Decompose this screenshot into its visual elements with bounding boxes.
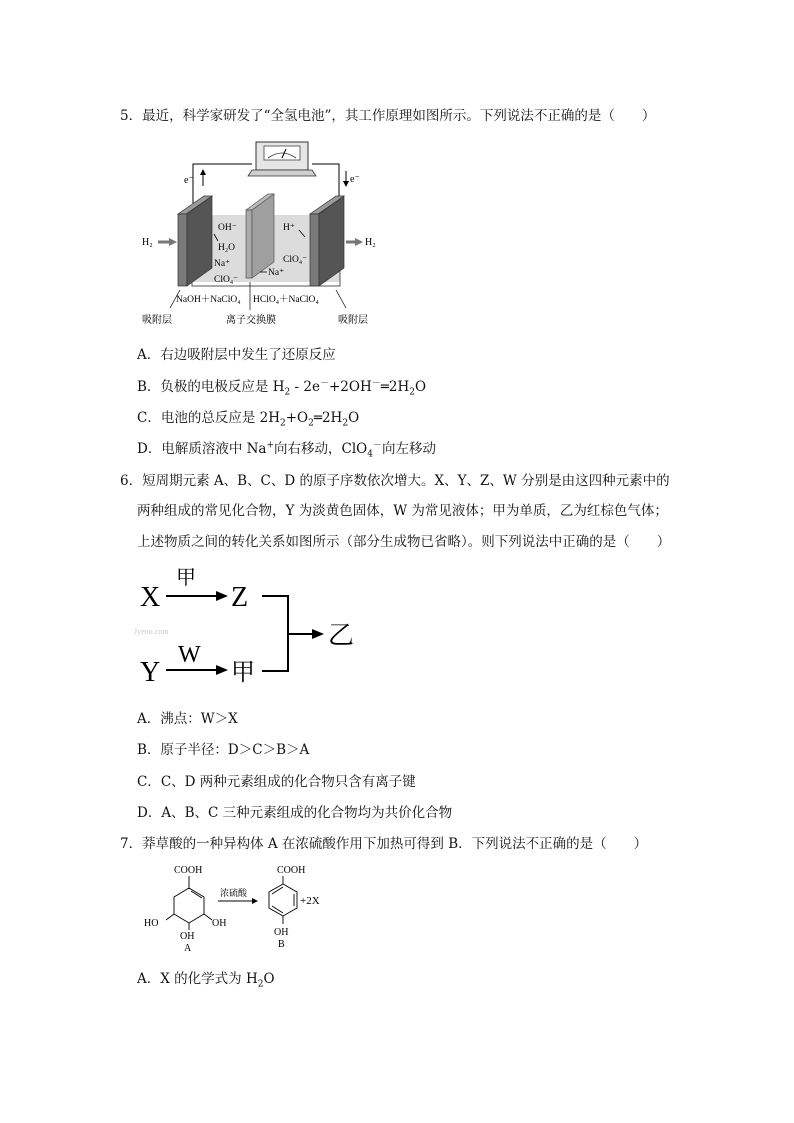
q7-stem: 7．莽草酸的一种异构体 A 在浓硫酸作用下加热可得到 B．下列说法不正确的是（ ） xyxy=(120,836,648,852)
electron-left-label: e⁻ xyxy=(184,175,194,186)
reagent-jia-top: 甲 xyxy=(176,567,196,589)
watermark: Jyeoo.com xyxy=(134,627,169,636)
h2-left-label: H₂ xyxy=(142,237,153,248)
q5-battery-figure xyxy=(140,138,390,330)
q5-stem: 5．最近，科学家研发了“全氢电池”，其工作原理如图所示。下列说法不正确的是（ ） xyxy=(120,108,656,124)
species-yi: 乙 xyxy=(328,621,355,650)
h2o-label: H₂O xyxy=(218,243,236,253)
label-a: A xyxy=(184,943,192,954)
q6-option-d: D．A、B、C 三种元素组成的化合物均为共价化合物 xyxy=(137,805,453,821)
membrane-label: 离子交换膜 xyxy=(226,315,276,326)
q6-stem-line-3: 上述物质之间的转化关系如图所示（部分生成物已省略）。则下列说法中正确的是（ ） xyxy=(137,534,671,550)
q7-reaction-figure xyxy=(140,860,340,955)
q5-option-d: D．电解质溶液中 Na+向右移动，ClO$_4$－向左移动 xyxy=(137,440,436,460)
cooh-a: COOH xyxy=(174,865,203,876)
ho-a: HO xyxy=(144,918,159,929)
na-left-label: Na⁺ xyxy=(214,259,231,269)
species-y: Y xyxy=(140,657,161,688)
species-jia-bottom: 甲 xyxy=(231,660,255,686)
q6-option-a: A．沸点：W＞X xyxy=(137,711,238,727)
q6-option-c: C．C、D 两种元素组成的化合物只含有离子键 xyxy=(137,774,416,790)
na-right-label: Na⁺ xyxy=(268,268,285,278)
solution-right-label: HClO₄＋NaClO₄ xyxy=(253,295,319,305)
plus-2x: +2X xyxy=(300,895,320,907)
q5-option-b: B．负极的电极反应是 $H_2$ - $2e^-+2OH^-═2H_2O$ xyxy=(137,378,427,398)
reagent-w: W xyxy=(178,642,201,668)
q5-option-a: A．右边吸附层中发生了还原反应 xyxy=(137,347,336,363)
oh-a-right: OH xyxy=(212,918,227,929)
clo4-left-label: ClO₄⁻ xyxy=(214,275,239,285)
q6-stem-line-1: 6．短周期元素 A、B、C、D 的原子序数依次增大。X、Y、Z、W 分别是由这四种元素中的 xyxy=(120,473,670,489)
oh-b: OH xyxy=(274,927,289,938)
adsorb-layer-right-label: 吸附层 xyxy=(338,315,368,326)
adsorb-layer-left-label: 吸附层 xyxy=(142,315,172,326)
reagent-conc-sulfuric: 浓硫酸 xyxy=(220,888,248,898)
h-plus-label: H⁺ xyxy=(283,223,295,233)
q7-option-a: A．X 的化学式为 $H_2O$ xyxy=(137,971,275,990)
q6-stem-line-2: 两种组成的常见化合物，Y 为淡黄色固体，W 为常见液体；甲为单质，乙为红棕色气体； xyxy=(137,503,668,519)
q6-option-b: B．原子半径：D＞C＞B＞A xyxy=(137,742,310,758)
species-x: X xyxy=(140,582,161,613)
oh-a-bottom: OH xyxy=(180,931,195,942)
cooh-b: COOH xyxy=(277,865,306,876)
label-b: B xyxy=(278,939,285,950)
electron-right-label: e⁻ xyxy=(350,174,360,185)
solution-left-label: NaOH＋NaClO₄ xyxy=(176,295,241,305)
oh-label: OH⁻ xyxy=(218,223,237,233)
clo4-right-label: ClO₄⁻ xyxy=(283,255,308,265)
q5-option-c: C．电池的总反应是 $2H_2+O_2═2H_2O$ xyxy=(137,410,360,429)
h2-right-label: H₂ xyxy=(365,237,376,248)
species-z: Z xyxy=(231,582,249,613)
q6-reaction-diagram xyxy=(134,560,368,690)
